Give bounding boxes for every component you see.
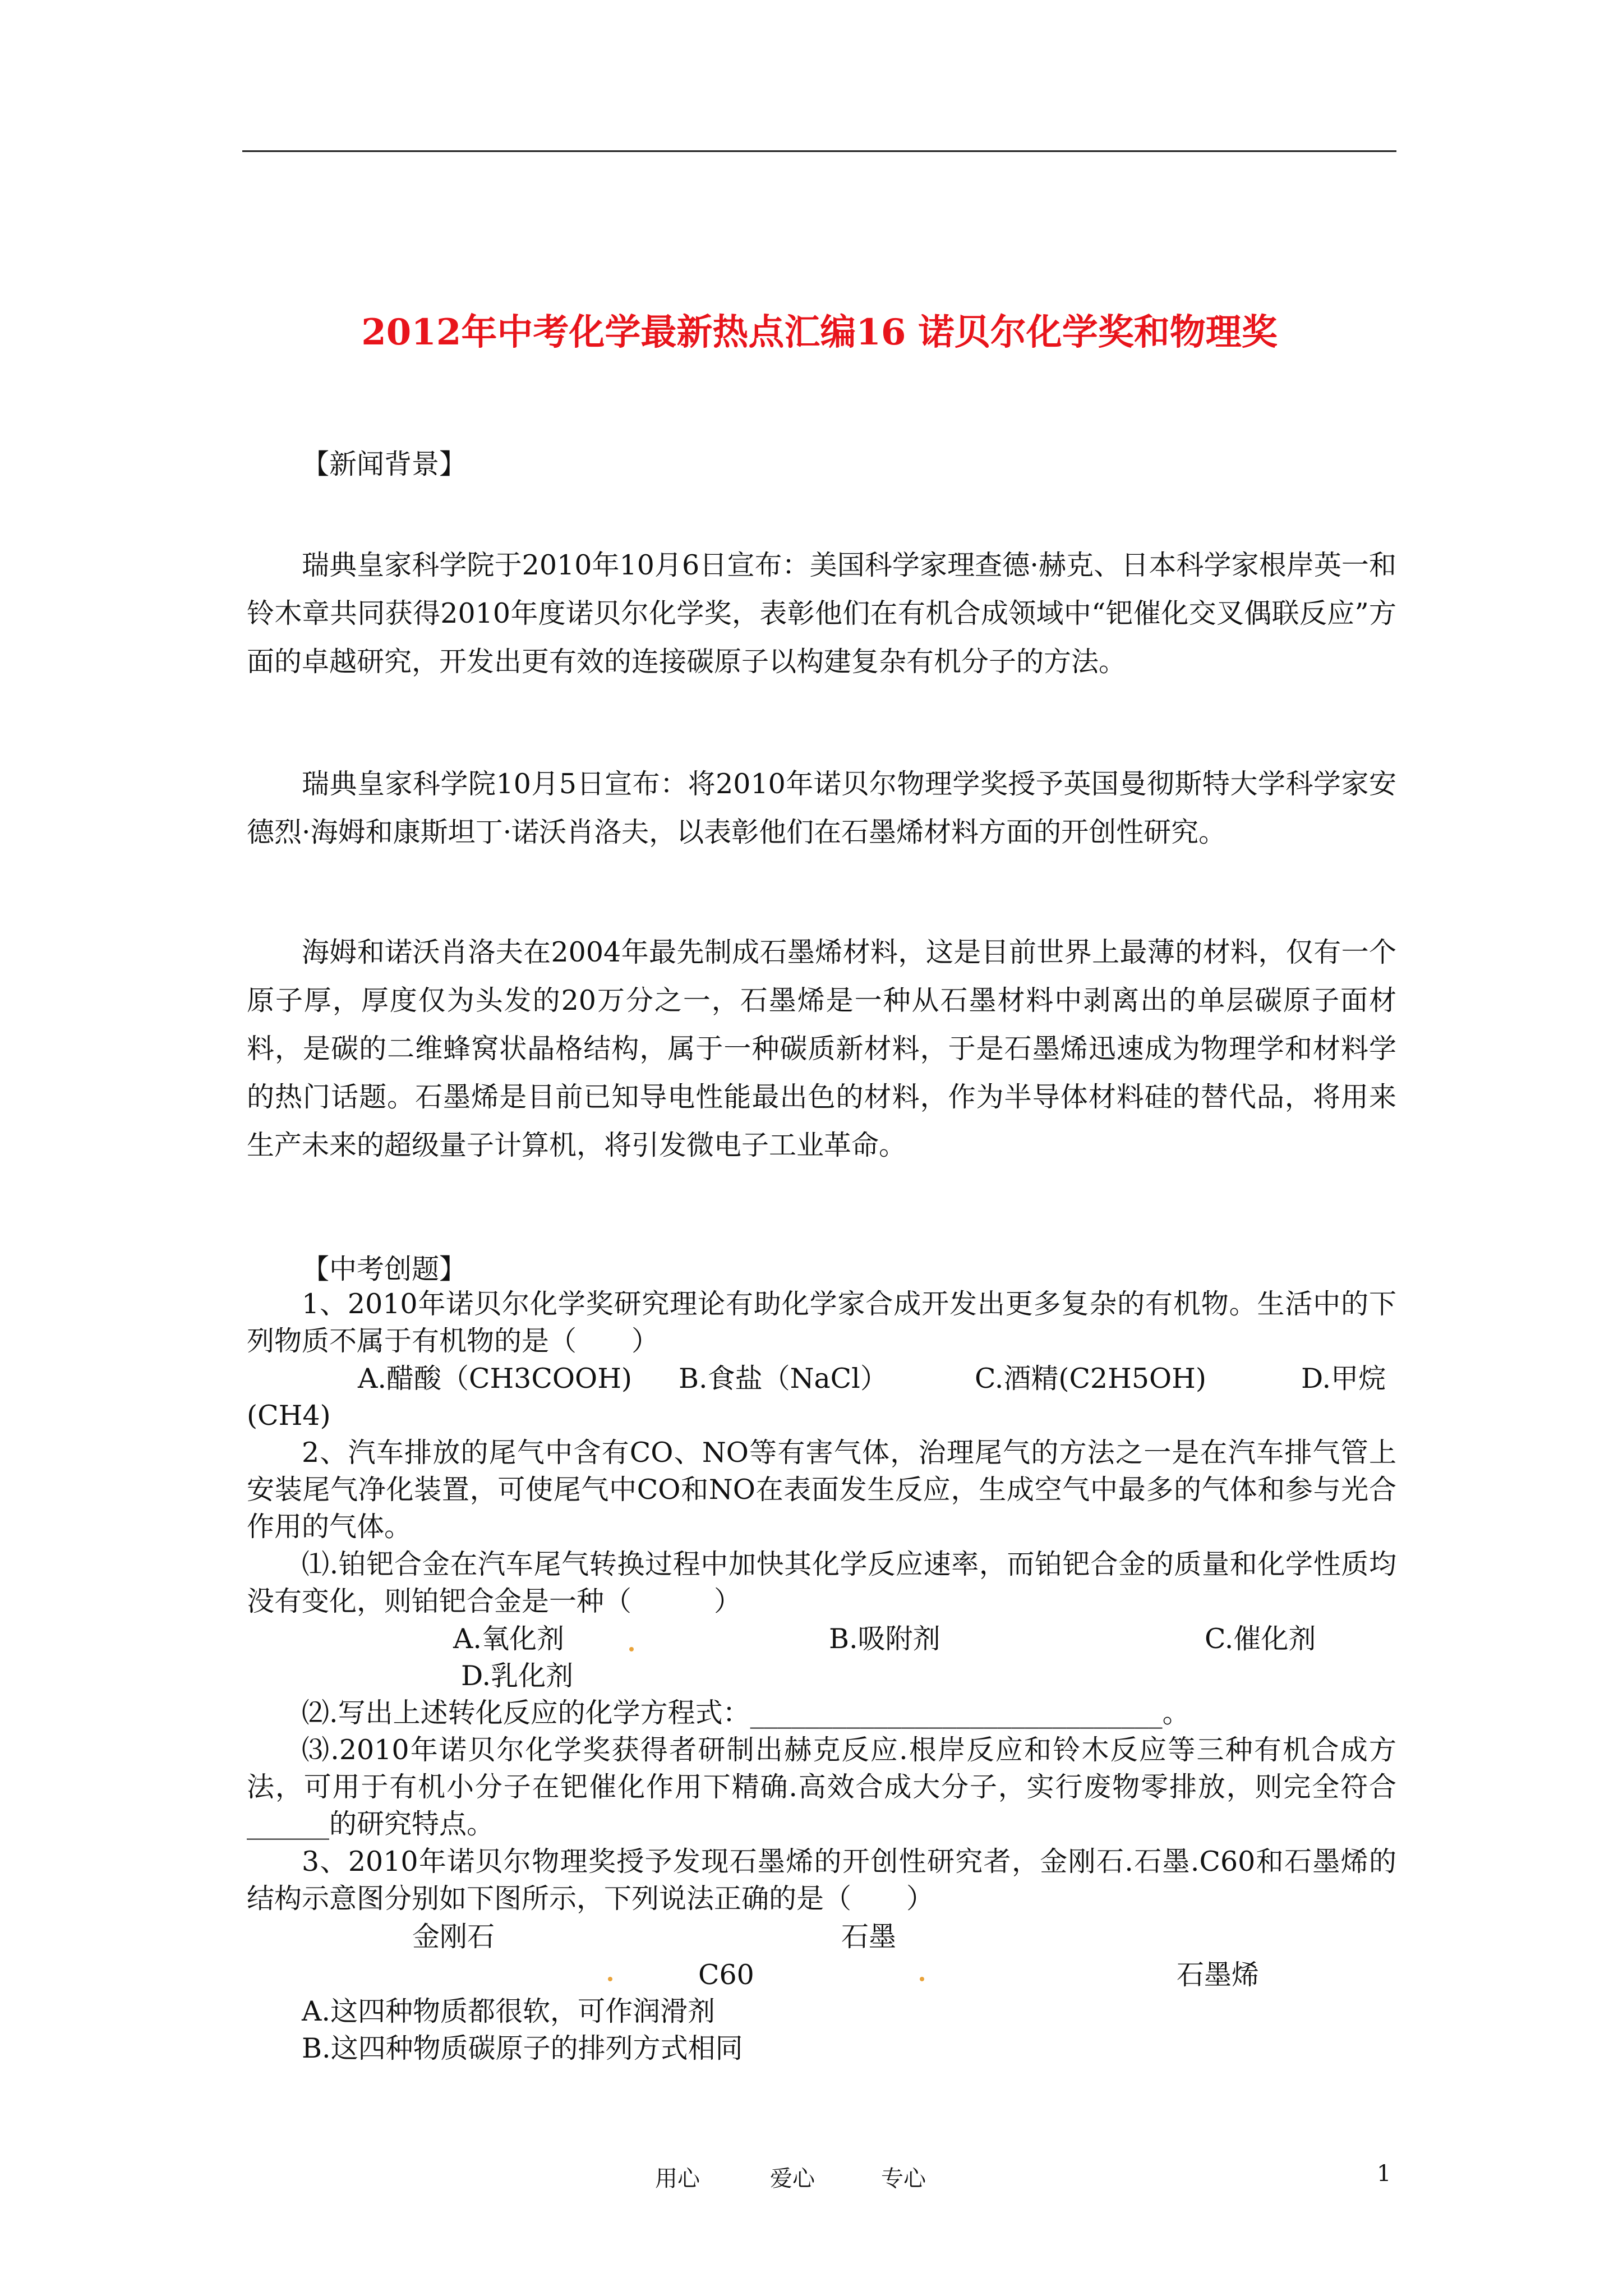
question-1-option-d-formula: (CH4): [247, 1400, 331, 1432]
question-1-option-c: C.酒精(C2H5OH): [975, 1363, 1207, 1395]
question-1-stem: 1、2010年诺贝尔化学奖研究理论有助化学家合成开发出更多复杂的有机物。生活中的下列物质不属于有机物的是（ ）: [247, 1288, 1396, 1357]
news-paragraph-3: 海姆和诺沃肖洛夫在2004年最先制成石墨烯材料，这是目前世界上最薄的材料，仅有一个原子厚，厚度仅为头发的20万分之一，石墨烯是一种从石墨材料中剥离出的单层碳原子面材料，是碳的二维蜂窝状晶格结构，属于一种碳质新材料，于是石墨烯迅速成为物理学和材料学的热门话题。石墨烯是目前已知导电性能最出色的材料，作为半导体材料硅的替代品，将用来生产未来的超级量子计算机，将引发微电子工业革命。: [247, 936, 1396, 1161]
stray-dot: [629, 1647, 634, 1651]
page-number: 1: [1377, 2161, 1391, 2187]
question-2-sub-3: ⑶.2010年诺贝尔化学奖获得者研制出赫克反应.根岸反应和铃木反应等三种有机合成方法，可用于有机小分子在钯催化作用下精确.高效合成大分子，实行废物零排放，则完全符合______的研究特点。: [247, 1734, 1396, 1840]
question-1-option-b: B.食盐（NaCl）: [679, 1363, 888, 1395]
footer-motto-3: 专心: [881, 2166, 926, 2192]
question-1-option-d: D.甲烷: [1301, 1363, 1386, 1395]
question-2-stem: 2、汽车排放的尾气中含有CO、NO等有害气体，治理尾气的方法之一是在汽车排气管上安装尾气净化装置，可使尾气中CO和NO在表面发生反应，生成空气中最多的气体和参与光合作用的气体。: [247, 1437, 1396, 1543]
header-rule: [242, 150, 1396, 152]
document-title: 2012年中考化学最新热点汇编16 诺贝尔化学奖和物理奖: [361, 311, 1278, 353]
section-heading-exam: 【中考创题】: [302, 1253, 467, 1285]
footer-motto-1: 用心: [655, 2166, 700, 2192]
question-2-option-b: B.吸附剂: [829, 1623, 940, 1655]
question-1-option-a: A.醋酸（CH3COOH): [358, 1363, 633, 1395]
question-3-stem: 3、2010年诺贝尔物理奖授予发现石墨烯的开创性研究者，金刚石.石墨.C60和石墨烯的结构示意图分别如下图所示，下列说法正确的是（ ）: [247, 1846, 1396, 1915]
question-2-sub-2-line: [302, 1695, 1190, 1732]
question-3-option-a: A.这四种物质都很软，可作润滑剂: [302, 1995, 715, 2027]
question-2-option-d: D.乳化剂: [461, 1660, 574, 1692]
question-2-sub-1: ⑴.铂钯合金在汽车尾气转换过程中加快其化学反应速率，而铂钯合金的质量和化学性质均没有变化，则铂钯合金是一种（ ）: [247, 1548, 1396, 1617]
section-heading-news: 【新闻背景】: [302, 448, 467, 480]
answer-blank[interactable]: ______________________________: [750, 1697, 1163, 1729]
question-2-sub-2-end: 。: [1162, 1697, 1190, 1729]
figure-label-diamond: 金刚石: [412, 1921, 495, 1953]
figure-label-graphite: 石墨: [841, 1921, 897, 1953]
news-paragraph-1: 瑞典皇家科学院于2010年10月6日宣布：美国科学家理查德·赫克、日本科学家根岸英一和铃木章共同获得2010年度诺贝尔化学奖，表彰他们在有机合成领域中“钯催化交叉偶联反应”方面的卓越研究，开发出更有效的连接碳原子以构建复杂有机分子的方法。: [247, 549, 1396, 678]
figure-label-c60: C60: [698, 1959, 754, 1991]
question-2-option-a: A.氧化剂: [453, 1623, 564, 1655]
figure-label-graphene: 石墨烯: [1177, 1959, 1260, 1991]
question-3-option-b: B.这四种物质碳原子的排列方式相同: [302, 2032, 743, 2064]
question-2-option-c: C.催化剂: [1205, 1623, 1316, 1655]
news-paragraph-2: 瑞典皇家科学院10月5日宣布：将2010年诺贝尔物理学奖授予英国曼彻斯特大学科学家安德烈·海姆和康斯坦丁·诺沃肖洛夫，以表彰他们在石墨烯材料方面的开创性研究。: [247, 768, 1396, 848]
stray-dot: [608, 1977, 612, 1981]
footer-motto-2: 爱心: [770, 2166, 815, 2192]
stray-dot: [920, 1977, 924, 1981]
question-2-sub-2-text: ⑵.写出上述转化反应的化学方程式：: [302, 1697, 750, 1729]
